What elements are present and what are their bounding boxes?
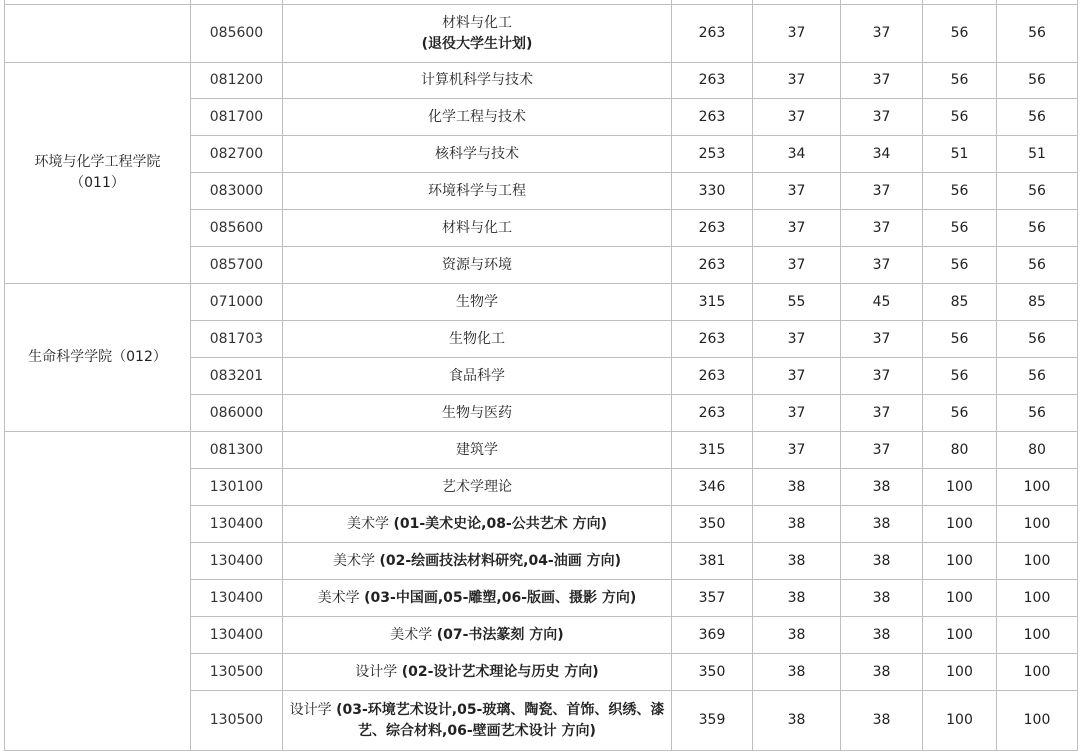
subject-score-2: 37 bbox=[841, 432, 923, 469]
subject-score-1: 37 bbox=[753, 358, 841, 395]
college-cell bbox=[5, 284, 191, 432]
major-direction: (02-设计艺术理论与历史 方向) bbox=[401, 663, 599, 680]
subject-score-1: 34 bbox=[753, 136, 841, 173]
total-score: 263 bbox=[672, 99, 753, 136]
major-name-cell bbox=[283, 173, 672, 210]
subject-score-2: 37 bbox=[841, 247, 923, 284]
major-name: 计算机科学与技术 bbox=[421, 72, 533, 88]
subject-score-2: 37 bbox=[841, 63, 923, 99]
table-row bbox=[5, 284, 1078, 321]
major-name-cell bbox=[283, 136, 672, 173]
major-name: 美术学 bbox=[390, 626, 433, 643]
subject-score-4: 100 bbox=[997, 506, 1078, 543]
total-score: 263 bbox=[672, 321, 753, 358]
major-code: 082700 bbox=[191, 136, 283, 173]
subject-score-2: 37 bbox=[841, 358, 923, 395]
subject-score-1: 37 bbox=[753, 99, 841, 136]
total-score: 350 bbox=[672, 506, 753, 543]
subject-score-4: 100 bbox=[997, 654, 1078, 691]
subject-score-1: 38 bbox=[753, 580, 841, 617]
subject-score-1: 37 bbox=[753, 173, 841, 210]
major-code: 081703 bbox=[191, 321, 283, 358]
subject-score-2: 34 bbox=[841, 136, 923, 173]
subject-score-1: 38 bbox=[753, 469, 841, 506]
major-name-cell bbox=[283, 247, 672, 284]
major-name: 美术学 bbox=[332, 552, 375, 569]
major-name: 艺术学理论 bbox=[442, 478, 512, 495]
subject-score-3: 56 bbox=[923, 5, 997, 63]
major-name-cell bbox=[283, 617, 672, 654]
subject-score-4: 100 bbox=[997, 691, 1078, 751]
major-code: 130400 bbox=[191, 506, 283, 543]
subject-score-1: 55 bbox=[753, 284, 841, 321]
subject-score-2: 37 bbox=[841, 395, 923, 432]
major-direction: (07-书法篆刻 方向) bbox=[436, 626, 564, 643]
subject-score-3: 100 bbox=[923, 654, 997, 691]
subject-score-4: 100 bbox=[997, 469, 1078, 506]
major-name: 资源与环境 bbox=[442, 256, 512, 273]
college-cell bbox=[5, 432, 191, 751]
major-name: 生物学 bbox=[456, 293, 498, 310]
subject-score-4: 100 bbox=[997, 580, 1078, 617]
total-score: 330 bbox=[672, 173, 753, 210]
subject-score-1: 38 bbox=[753, 506, 841, 543]
subject-score-3: 56 bbox=[923, 210, 997, 247]
total-score: 253 bbox=[672, 136, 753, 173]
total-score: 369 bbox=[672, 617, 753, 654]
major-code: 130400 bbox=[191, 580, 283, 617]
major-name: 美术学 bbox=[346, 515, 389, 532]
subject-score-1: 38 bbox=[753, 543, 841, 580]
subject-score-4: 56 bbox=[997, 173, 1078, 210]
subject-score-1: 38 bbox=[753, 617, 841, 654]
subject-score-4: 56 bbox=[997, 63, 1078, 99]
subject-score-1: 37 bbox=[753, 432, 841, 469]
major-name-cell bbox=[283, 210, 672, 247]
major-code: 081200 bbox=[191, 63, 283, 99]
subject-score-1: 37 bbox=[753, 5, 841, 63]
subject-score-4: 56 bbox=[997, 395, 1078, 432]
total-score: 359 bbox=[672, 691, 753, 751]
table-row bbox=[5, 63, 1078, 99]
subject-score-2: 38 bbox=[841, 654, 923, 691]
subject-score-3: 100 bbox=[923, 580, 997, 617]
major-code: 083000 bbox=[191, 173, 283, 210]
major-direction: (退役大学生计划) bbox=[421, 35, 533, 52]
major-code: 130500 bbox=[191, 691, 283, 751]
major-direction: (02-绘画技法材料研究,04-油画 方向) bbox=[379, 552, 622, 569]
subject-score-2: 37 bbox=[841, 173, 923, 210]
major-name-cell bbox=[283, 469, 672, 506]
subject-score-4: 56 bbox=[997, 210, 1078, 247]
major-name: 材料与化工 bbox=[442, 219, 512, 236]
major-code: 081700 bbox=[191, 99, 283, 136]
total-score: 263 bbox=[672, 5, 753, 63]
major-name-cell bbox=[283, 543, 672, 580]
major-name: 食品科学 bbox=[449, 367, 505, 384]
college-cell bbox=[5, 63, 191, 284]
total-score: 315 bbox=[672, 284, 753, 321]
major-name-cell bbox=[283, 580, 672, 617]
major-name: 环境科学与工程 bbox=[428, 182, 526, 199]
major-code: 085700 bbox=[191, 247, 283, 284]
major-name: 生物化工 bbox=[449, 330, 505, 347]
college-cell bbox=[5, 5, 191, 63]
major-code: 071000 bbox=[191, 284, 283, 321]
major-code: 081300 bbox=[191, 432, 283, 469]
subject-score-3: 56 bbox=[923, 173, 997, 210]
major-code: 130500 bbox=[191, 654, 283, 691]
subject-score-1: 37 bbox=[753, 63, 841, 99]
subject-score-1: 37 bbox=[753, 210, 841, 247]
subject-score-1: 38 bbox=[753, 691, 841, 751]
major-name-cell bbox=[283, 284, 672, 321]
subject-score-2: 38 bbox=[841, 506, 923, 543]
college-code: （011） bbox=[70, 175, 125, 191]
major-name-cell bbox=[283, 654, 672, 691]
subject-score-3: 100 bbox=[923, 506, 997, 543]
subject-score-2: 37 bbox=[841, 210, 923, 247]
subject-score-1: 37 bbox=[753, 247, 841, 284]
major-name: 化学工程与技术 bbox=[428, 108, 526, 125]
subject-score-3: 56 bbox=[923, 247, 997, 284]
major-name: 建筑学 bbox=[456, 441, 498, 458]
total-score: 346 bbox=[672, 469, 753, 506]
subject-score-2: 37 bbox=[841, 99, 923, 136]
table-row bbox=[5, 5, 1078, 63]
subject-score-2: 45 bbox=[841, 284, 923, 321]
subject-score-3: 100 bbox=[923, 691, 997, 751]
subject-score-3: 51 bbox=[923, 136, 997, 173]
subject-score-3: 56 bbox=[923, 395, 997, 432]
subject-score-3: 80 bbox=[923, 432, 997, 469]
subject-score-1: 37 bbox=[753, 321, 841, 358]
subject-score-3: 100 bbox=[923, 469, 997, 506]
major-name-cell bbox=[283, 358, 672, 395]
total-score: 263 bbox=[672, 63, 753, 99]
total-score: 263 bbox=[672, 395, 753, 432]
subject-score-2: 38 bbox=[841, 691, 923, 751]
college-name: 生命科学学院（012） bbox=[28, 349, 167, 365]
subject-score-3: 56 bbox=[923, 321, 997, 358]
subject-score-4: 56 bbox=[997, 99, 1078, 136]
subject-score-3: 56 bbox=[923, 358, 997, 395]
subject-score-4: 100 bbox=[997, 543, 1078, 580]
subject-score-4: 56 bbox=[997, 321, 1078, 358]
major-code: 083201 bbox=[191, 358, 283, 395]
subject-score-3: 85 bbox=[923, 284, 997, 321]
subject-score-4: 56 bbox=[997, 5, 1078, 63]
table-row bbox=[5, 432, 1078, 469]
subject-score-4: 51 bbox=[997, 136, 1078, 173]
major-direction: (01-美术史论,08-公共艺术 方向) bbox=[393, 515, 608, 532]
major-direction: (03-中国画,05-雕塑,06-版画、摄影 方向) bbox=[364, 589, 637, 606]
major-code: 086000 bbox=[191, 395, 283, 432]
subject-score-4: 85 bbox=[997, 284, 1078, 321]
subject-score-3: 100 bbox=[923, 543, 997, 580]
major-code: 130400 bbox=[191, 543, 283, 580]
subject-score-3: 56 bbox=[923, 99, 997, 136]
total-score: 381 bbox=[672, 543, 753, 580]
subject-score-2: 38 bbox=[841, 469, 923, 506]
total-score: 263 bbox=[672, 358, 753, 395]
major-name-cell bbox=[283, 99, 672, 136]
major-name-cell bbox=[283, 321, 672, 358]
subject-score-1: 37 bbox=[753, 395, 841, 432]
major-name-cell bbox=[283, 395, 672, 432]
major-name: 核科学与技术 bbox=[435, 145, 519, 162]
subject-score-3: 100 bbox=[923, 617, 997, 654]
major-name: 美术学 bbox=[317, 589, 360, 606]
subject-score-4: 80 bbox=[997, 432, 1078, 469]
subject-score-4: 56 bbox=[997, 358, 1078, 395]
total-score: 357 bbox=[672, 580, 753, 617]
major-code: 085600 bbox=[191, 210, 283, 247]
total-score: 263 bbox=[672, 210, 753, 247]
subject-score-2: 37 bbox=[841, 5, 923, 63]
subject-score-2: 37 bbox=[841, 321, 923, 358]
major-name: 设计学 bbox=[289, 701, 332, 718]
major-name-cell bbox=[283, 691, 672, 751]
subject-score-4: 56 bbox=[997, 247, 1078, 284]
total-score: 263 bbox=[672, 247, 753, 284]
score-table bbox=[4, 0, 1078, 751]
major-name: 设计学 bbox=[355, 663, 398, 680]
major-name-cell bbox=[283, 63, 672, 99]
subject-score-1: 38 bbox=[753, 654, 841, 691]
major-name: 材料与化工 bbox=[442, 14, 512, 31]
subject-score-2: 38 bbox=[841, 543, 923, 580]
major-direction: (03-环境艺术设计,05-玻璃、陶瓷、首饰、织绣、漆艺、综合材料,06-壁画艺术设计 方向) bbox=[336, 701, 665, 739]
subject-score-3: 56 bbox=[923, 63, 997, 99]
major-name-cell bbox=[283, 506, 672, 543]
major-name: 生物与医药 bbox=[442, 404, 512, 421]
major-code: 130100 bbox=[191, 469, 283, 506]
subject-score-2: 38 bbox=[841, 617, 923, 654]
major-name-cell bbox=[283, 5, 672, 63]
subject-score-4: 100 bbox=[997, 617, 1078, 654]
college-name: 环境与化学工程学院 bbox=[34, 154, 161, 170]
major-code: 130400 bbox=[191, 617, 283, 654]
major-name-cell bbox=[283, 432, 672, 469]
major-code: 085600 bbox=[191, 5, 283, 63]
total-score: 315 bbox=[672, 432, 753, 469]
subject-score-2: 38 bbox=[841, 580, 923, 617]
total-score: 350 bbox=[672, 654, 753, 691]
